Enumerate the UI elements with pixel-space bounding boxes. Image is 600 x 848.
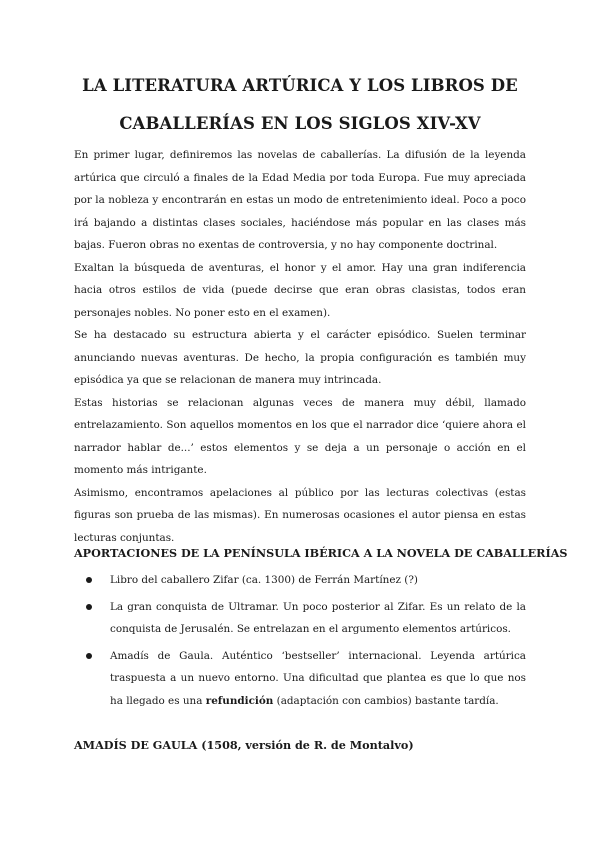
list-item-text: La gran conquista de Ultramar. Un poco posterior al Zifar. Es un relato de la conquista de Jerusalén. Se entrelazan en el argumento elementos artúricos. [110, 600, 526, 635]
list-item [74, 645, 526, 713]
document-title-line-2: CABALLERÍAS EN LOS SIGLOS XIV-XV [119, 114, 481, 133]
bold-term: refundición [205, 694, 274, 707]
paragraph: En primer lugar, definiremos las novelas de caballerías. La difusión de la leyenda artúrica que circuló a finales de la Edad Media por toda Europa. Fue muy apreciada por la nobleza y encontrarán en estas un modo de entretenimiento ideal. Poco a poco irá bajando a distintas clases sociales, haciéndose más popular en las clases más bajas. Fueron obras no exentas de controversia, y no hay componente doctrinal. [74, 149, 526, 251]
list-item-text: Libro del caballero Zifar (ca. 1300) de Ferrán Martínez (?) [110, 574, 418, 586]
bullet-icon [86, 604, 92, 610]
paragraph: Se ha destacado su estructura abierta y el carácter episódico. Suelen terminar anunciando nuevas aventuras. De hecho, la propia configuración es también muy episódica ya que se relacionan de manera muy intrincada. [74, 329, 526, 386]
paragraph: Estas historias se relacionan algunas veces de manera muy débil, llamado entrelazamiento. Son aquellos momentos en los que el narrador dice ‘quiere ahora el narrador hablar de...’ estos elementos y se deja a un personaje o acción en el momento más intrigante. [74, 396, 526, 476]
paragraph: Asimismo, encontramos apelaciones al público por las lecturas colectivas (estas figuras son prueba de las mismas). En numerosas ocasiones el autor piensa en estas lecturas conjuntas. [74, 486, 526, 544]
section-heading-amadis: AMADÍS DE GAULA (1508, versión de R. de Montalvo) [74, 738, 414, 752]
section-heading-aportaciones: APORTACIONES DE LA PENÍNSULA IBÉRICA A LA NOVELA DE CABALLERÍAS [74, 546, 568, 560]
bullet-icon [86, 653, 92, 659]
bullet-icon [86, 577, 92, 583]
list-item-text: Amadís de Gaula. Auténtico ‘bestseller’ internacional. Leyenda artúrica traspuesta a un nuevo entorno. Una dificultad que plantea es que lo que nos ha llegado es una [110, 649, 526, 707]
list-item [74, 569, 526, 592]
list-item-text: (adaptación con cambios) bastante tardía. [273, 694, 499, 707]
document-title-line-1: LA LITERATURA ARTÚRICA Y LOS LIBROS DE [82, 76, 518, 95]
list-item [74, 596, 526, 641]
body-text [74, 144, 526, 549]
paragraph: Exaltan la búsqueda de aventuras, el honor y el amor. Hay una gran indiferencia hacia otros estilos de vida (puede decirse que eran obras clasistas, todos eran personajes nobles. No poner esto en el examen). [74, 261, 526, 319]
bullet-list [74, 569, 526, 716]
